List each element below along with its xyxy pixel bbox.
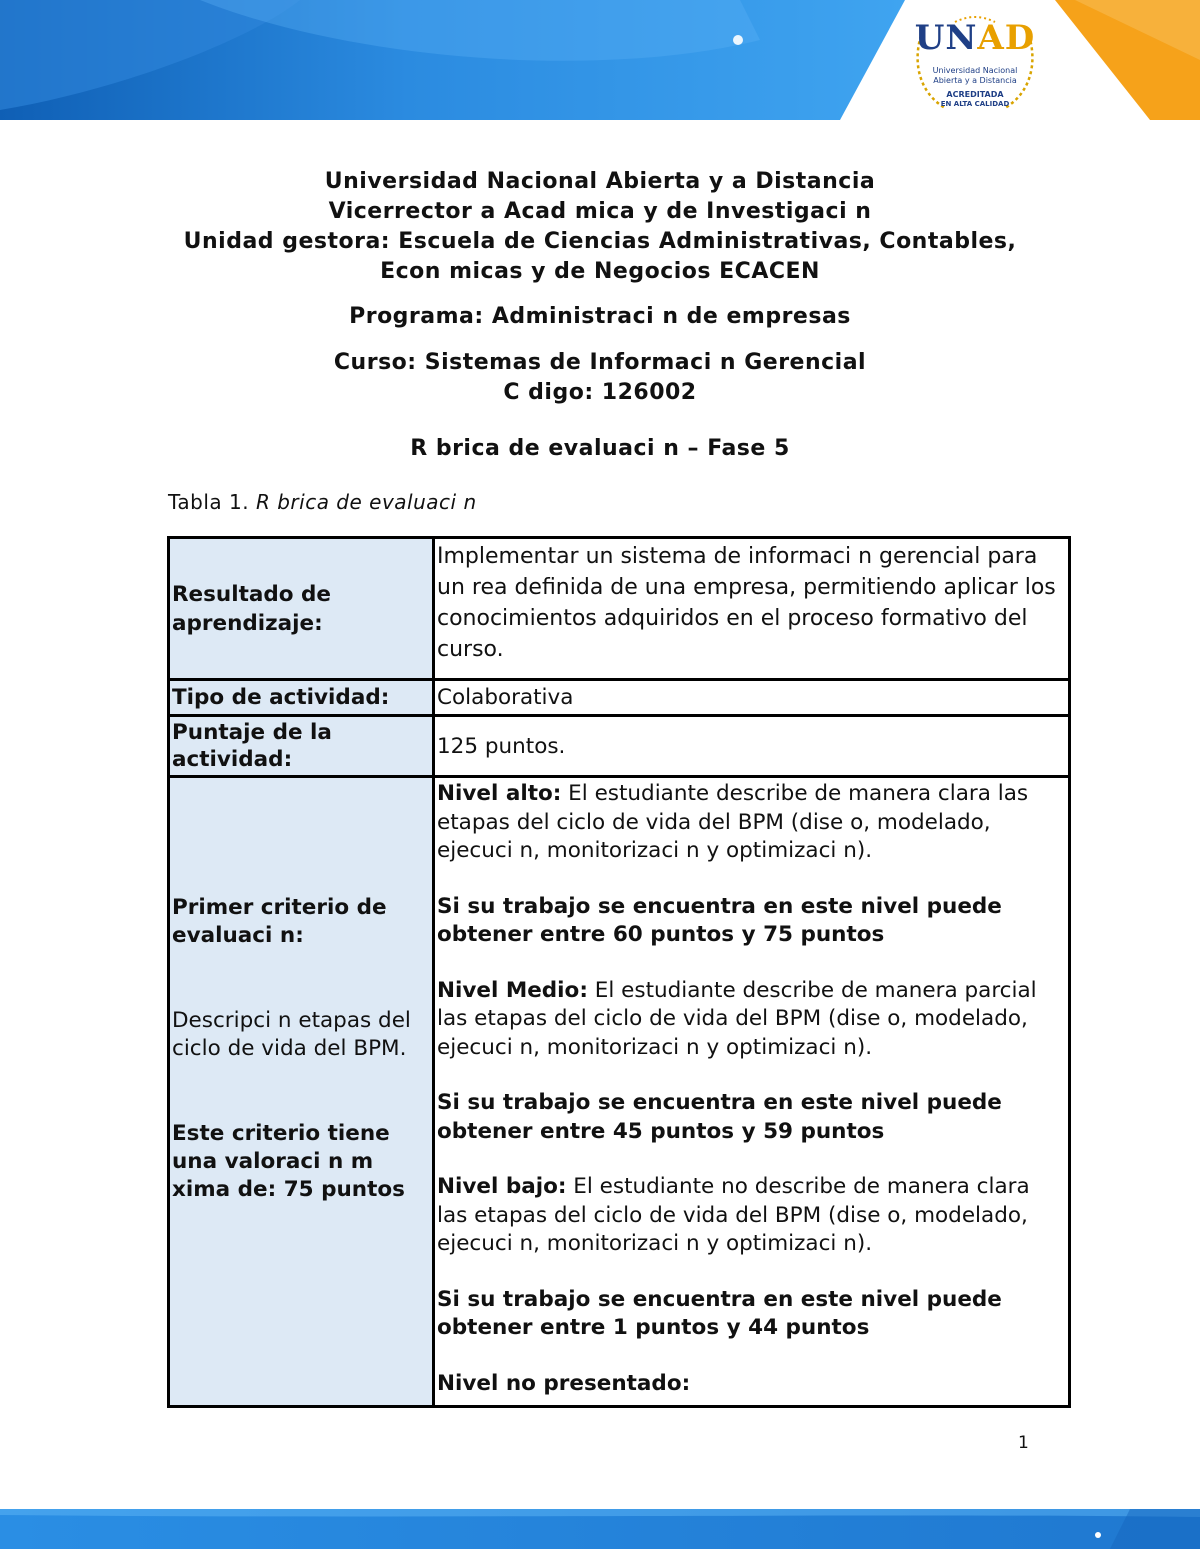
learning-outcome-value: Implementar un sistema de informaci n gerencial para un rea definida de una empresa, permitiendo aplicar los conocimientos adquiridos en el proceso formativo del curso. bbox=[434, 538, 1070, 680]
logo-subtitle-2: Abierta y a Distancia bbox=[933, 76, 1017, 85]
criterion-max-value: Este criterio tiene una valoraci n m xima de: 75 puntos bbox=[172, 1121, 405, 1202]
level-low-points: Si su trabajo se encuentra en este nivel puede obtener entre 1 puntos y 44 puntos bbox=[437, 1286, 1002, 1340]
unit-line-2: Econ micas y de Negocios ECACEN bbox=[380, 259, 820, 284]
unad-logo bbox=[905, 10, 1045, 115]
course-title: Curso: Sistemas de Informaci n Gerencial bbox=[333, 350, 867, 375]
score-label: Puntaje de la actividad: bbox=[169, 716, 434, 777]
criterion-levels-cell bbox=[434, 777, 1070, 1407]
title-block bbox=[0, 167, 1200, 287]
level-low bbox=[437, 1173, 1066, 1259]
table-row bbox=[169, 716, 1070, 777]
learning-outcome-label: Resultado de aprendizaje: bbox=[169, 538, 434, 680]
logo-wordmark bbox=[905, 18, 1045, 58]
score-value: 125 puntos. bbox=[434, 716, 1070, 777]
table-row bbox=[169, 777, 1070, 1407]
level-medium-text: El estudiante describe de manera parcial las etapas del ciclo de vida del BPM (dise o, modelado, ejecuci n, monitorizaci n y optimizaci n). bbox=[437, 977, 1037, 1060]
level-medium bbox=[437, 977, 1066, 1063]
criterion-title: Primer criterio de evaluaci n: bbox=[172, 895, 387, 948]
footer-banner bbox=[0, 1505, 1200, 1553]
logo-wordmark-accent: AD bbox=[977, 18, 1036, 58]
logo-accreditation-1: ACREDITADA bbox=[946, 90, 1004, 99]
activity-type-label: Tipo de actividad: bbox=[169, 680, 434, 716]
level-not-presented: Nivel no presentado: bbox=[437, 1370, 691, 1396]
level-high-points: Si su trabajo se encuentra en este nivel puede obtener entre 60 puntos y 75 puntos bbox=[437, 893, 1002, 947]
page-number: 1 bbox=[1018, 1433, 1029, 1453]
logo-wordmark-main: UN bbox=[914, 18, 978, 58]
course-code: C digo: 126002 bbox=[503, 380, 697, 405]
level-medium-points: Si su trabajo se encuentra en este nivel puede obtener entre 45 puntos y 59 puntos bbox=[437, 1090, 1002, 1144]
table-row bbox=[169, 538, 1070, 680]
rubric-table bbox=[167, 536, 1071, 1408]
level-low-label: Nivel bajo: bbox=[437, 1174, 567, 1199]
level-high-text: El estudiante describe de manera clara las etapas del ciclo de vida del BPM (dise o, modelado, ejecuci n, monitorizaci n y optimizaci n). bbox=[437, 781, 1029, 863]
institution-name: Universidad Nacional Abierta y a Distancia bbox=[324, 169, 876, 194]
level-high-label: Nivel alto: bbox=[437, 781, 562, 806]
unit-line-1: Unidad gestora: Escuela de Ciencias Administrativas, Contables, bbox=[183, 229, 1017, 254]
criterion-description: Descripci n etapas del ciclo de vida del BPM. bbox=[172, 1008, 411, 1061]
criterion-left-cell bbox=[169, 777, 434, 1407]
vice-rectory: Vicerrector a Acad mica y de Investigaci n bbox=[328, 199, 872, 224]
rubric-title: R brica de evaluaci n – Fase 5 bbox=[410, 436, 790, 461]
level-medium-label: Nivel Medio: bbox=[437, 977, 588, 1003]
table-caption-text: R brica de evaluaci n bbox=[255, 490, 477, 514]
level-high bbox=[437, 780, 1066, 866]
logo-subtitle-1: Universidad Nacional bbox=[932, 66, 1018, 75]
activity-type-value: Colaborativa bbox=[434, 680, 1070, 716]
table-caption bbox=[168, 490, 477, 514]
table-caption-label: Tabla 1. bbox=[168, 490, 250, 514]
level-low-text: El estudiante no describe de manera clara las etapas del ciclo de vida del BPM (dise o, modelado, ejecuci n, monitorizaci n y optimizaci n). bbox=[437, 1174, 1030, 1256]
logo-accreditation-2: EN ALTA CALIDAD bbox=[940, 100, 1010, 108]
table-row bbox=[169, 680, 1070, 716]
program-title: Programa: Administraci n de empresas bbox=[349, 304, 851, 329]
